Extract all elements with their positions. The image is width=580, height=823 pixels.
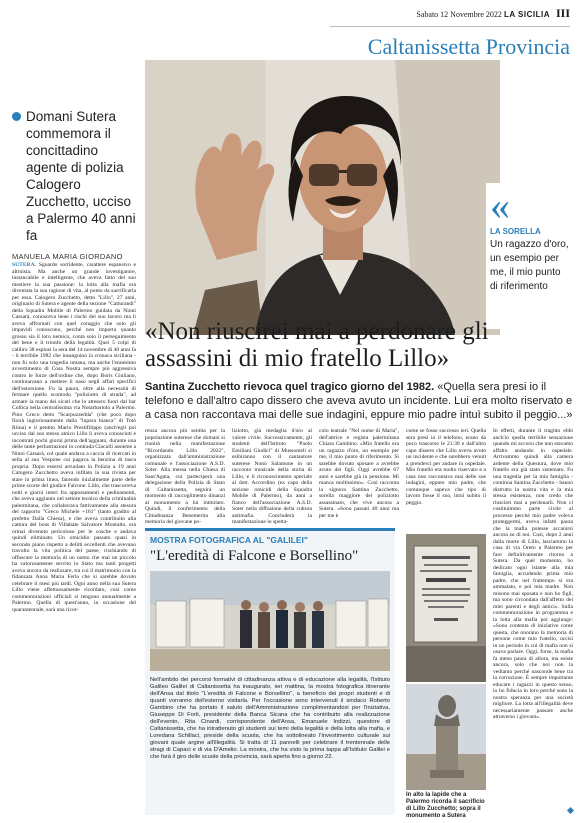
subheadline-text: «Quella sera presi io il telefono e dall'altro capo dissero che aveva avuto un incidente. Lui era molto riservato e a casa non raccontava mai delle sue indagini, eppure mio padre intuì subito il peggio...» [145, 381, 573, 421]
article-lead-text: Sguardo sorridente, carattere espansivo e altruista. Ma anche un grande investigatore, instancabile e intelligente, che aveva fatto del suo mestiere la sua passione: la lotta alla mafia era diventata la sua ragione di vita, al punto da sacrificarla per essa. Calogero Zucchetto, detto "Lillo", 27 anni, originario di Sutera e agente della sezione "Catturandi" della Squadra Mobile di Palermo guidata da Ninni Cassarà, conosceva bene i rischi del suo lavoro ma li aveva affrontati con quel coraggio che solo gli impavidi conoscono, perché non importa quanto grosso sia il loro nemico, conta solo il perseguimento del bene e il trionfo della legalità. Quei 5 colpi di calibro 38 esplosi la sera del 14 novembre di 40 anni fa - il terribile 1982 che insanguinò la cronaca siciliana - non fu solo una tragedia umana, ma anche l'ennesimo avvertimento di Cosa Nostra sempre più aggressiva contro le forze dell'ordine che, dopo Boris Giuliano, continuavano a mettere il naso negli affari specifici dell'estorsione. Fu la paura, oltre alla necessità di fermare quello scomodo "poliziotto di strada", ad armare la mano dei sicari che lo attesero fuori dal bar Collica nella centralissima via Notarbartolo a Palermo. Pino Greco detto "Scarpuzzedda" (che poco dopo finirà ingloriosamente dalla "lupara bianca" di Totò Riina) e il pentito Mario Prestifilippo (anch'egli poi ucciso dal suo stesso amico Lillo li aveva conosciuti e incontrati pochi giorni prima dell'agguato, durante una delle tante perlustrazioni in contrada Ciaculli assieme a Ninni Cassarà, col quale andava a caccia di ricercati in sella al suo Vespone cui pagava la benzina di tasca propria. Dopo essersi arruolato in Polizia a 19 anni Calogero Zucchetto aveva infilato la sua rivista per stare in prima linea, facendo inizialmente parte delle prime scorte del giudice Falcone. Lillo, che trascorreva notti e giorni interi fra appostamenti e pedinamenti, che aveva aggiunto nel settore tecnico della criminalità palermitana, che collaborava fattivamente alla stesura del rapporto "Greco Michele +161" (tanto gradito al prefetto Dalla Chiesa), e che aveva contribuito alla cattura del boss di Villabate Salvatore Montalto, era ormai divenuto pericoloso per le cosche e andava quindi eliminato. Un omicidio passato quasi in secondo piano rispetto a delitti eccellenti che avevano travolto la vita politica del paese, rischiando di offuscare la memoria di un uomo che mai un piccolo ha valorosamente servito lo Stato ma tanti progetti aveva ancora da realizzare, tra cui il matrimonio con la fidanzata Anna Maria Ferla che si sarebbe dovuto celebrare il mesi più tardi. Ogni anno nella sua Sutera Lillo viene affettuosamente ricordato, così come commemorazioni ufficiali si tengono annualmente a Palermo. Quella di quest'anno, in occasione del quarantennale, sarà una ricor- [12, 262, 136, 613]
bullet-icon [12, 112, 21, 121]
monument-illustration [406, 684, 486, 790]
subheadline-bold: Santina Zucchetto rievoca quel tragico giorno del 1982. [145, 381, 435, 393]
plaque-illustration [406, 534, 486, 682]
subheadline [145, 380, 575, 422]
section-title: Caltanissetta Provincia [367, 34, 570, 59]
exhibition-box [145, 528, 395, 815]
paper-name: LA SICILIA [503, 10, 550, 19]
portrait-illustration [145, 60, 500, 335]
memorial-plaque-photo [406, 534, 486, 682]
dateline: SUTERA. [12, 262, 37, 268]
pull-quote [486, 183, 574, 329]
exhibition-illustration [150, 571, 390, 671]
issue-date: Sabato 12 Novembre 2022 [416, 10, 502, 19]
exhibition-text: Nell'ambito dei percorsi formativi di cittadinanza attiva e di educazione alla legalità, l'Istituto Galileo Galilei di Caltanissetta ha inaugurato, ieri mattina, la mostra fotografica itinerante dell'Ansa dal titolo "L'eredità di Falcone e Borsellino", a beneficio dei propri studenti e di quanti vorranno dell'esterno visitarla. Per l'occasione sono intervenuti il sindaco Roberto Gambino che ha portato il saluto dell'Amministrazione complimentandosi per l'iniziativa, Giuseppe Di Forti, presidente della Banca Sicana che ha contribuito alla realizzazione dell'evento, Rita Cinardi, corrispondente dell'Ansa, Emanuele Indizzi, questore di Caltanissetta, che ha intrattenuto gli studenti sui temi della legalità e della lotta alla mafia, e Loredana Schillaci, preside della scuola, che ha sottolineato l'investimento culturale sui giovani quale argine all'illegalità. Si tratta di 11 pannelli per celebrare il trentennale delle stragi di Capaci e di via D'Amelio. La mostra, che ha visto la prima tappa all'Istituto Galilei e che farà il giro delle scuole della provincia, sarà aperta fino a giorno 22. [150, 677, 390, 760]
article-column-3: liziotto, già medaglia d'oro al valore civile. Successivamente, gli studenti dell'Istituto "Paolo Emiliani Giudici" di Mussomeli si esibiranno con il cantautore suterese Nonò Salamone in un racconto musicale della storia di Lillo, e il riconoscimento speciale al dott. Accordino (ex capo della sezione omicidi della Squadra Mobile di Palermo), da anni a fianco dell'associazione A.S.D. Soter nella diffusione della cultura antimafia. Concluderà la manifestazione lo spetta- [232, 428, 312, 525]
header-divider [330, 26, 570, 27]
article-column-4: colo teatrale "Nel nome di Maria", dell'attrice e regista palermitana Chiara Gambino. «Mio fratello era un ragazzo d'oro, un esempio per me, il mio punto di riferimento. Si sarebbe dovuto sposare a avrebbe avuto dei figli. Oggi avrebbe 67 anni e sarebbe già in pensione. Mi manca moltissimo». Così racconta la signora Santina Zucchetto, sorella maggiore del poliziotto assassinato, che vive ancora a Sutera. «Sono passati 40 anni ma per me è [319, 428, 399, 519]
exhibition-subtitle: "L'eredità di Falcone e Borsellino" [150, 548, 359, 564]
exhibition-photo [150, 571, 390, 671]
quote-mark-icon: « [490, 183, 510, 228]
intro-summary [12, 108, 137, 244]
article-column-1 [12, 262, 136, 815]
article-column-2: renza ancora più sentita per la popolazione suterese che domani si riunirà nella manifestazione "Ricordando Lillo 2022", organizzata dall'amministrazione comunale e l'associazione A.S.D. Soter. Alla messa nella Chiesa di Sant'Agata, cui parteciperà una delegazione della Polizia di Stato di Caltanissetta, seguirà un momento di raccoglimento dinanzi al monumento a lui intitolato. Quindi, il conferimento della Cittadinanza Benemerita alla memoria del giovane po- [145, 428, 225, 525]
intro-text: Domani Sutera commemora il concittadino agente di polizia Calogero Zucchetto, ucciso a Palermo 40 anni fa [26, 109, 136, 243]
pull-quote-title: LA SORELLA [490, 227, 541, 236]
monument-photo [406, 684, 486, 790]
exhibition-title: MOSTRA FOTOGRAFICA AL "GALILEI" [150, 535, 308, 545]
headline: «Non riuscirei mai a perdonare gli assassini di mio fratello Lillo» [145, 318, 489, 372]
photo-caption: In alto la lapide che a Palermo ricorda il sacrificio di Lillo Zucchetto; sopra il monumento a Sutera [406, 792, 485, 819]
portrait-photo [145, 60, 500, 335]
masthead-bar [416, 6, 570, 21]
pull-quote-text: Un ragazzo d'oro, un esempio per me, il mio punto di riferimento [490, 239, 569, 292]
article-column-5: come se fosse successo ieri. Quella sera presi io il telefono, erano da poco trascorse le 21:30 e dall'altro capo dissero che Lillo aveva avuto un incidente e che sarebbero venuti a prenderci per andare in ospedale. Mio fratello era molto riservato e a casa non raccontava mai delle sue indagini, eppure mio padre, che comunque sapeva che tipo di lavoro fosse il suo, intuì subito il peggio. [406, 428, 486, 506]
author-byline: MANUELA MARIA GIORDANO [12, 252, 123, 261]
box-accent-band [145, 528, 395, 531]
article-column-6: In effetti, durante il tragitto ebbi anch'io quella terribile sensazione quando mi accorsi che non stavamo affatto andando in ospedale. Arrivammo quindi alla camera ardente della Questura, dove mio fratello era già stato sistemato. Fu una tragedia per la mia famiglia - continua Santina Zucchetto - hanno distrutto la nostra vita e la mia stessa esistenza, non credo che riuscirei mai a perdonarli. Non ci costituimmo parte civile al processo perché mio padre voleva proteggermi, aveva infatti paura che la mafia potesse accanirsi ancora su di noi. Così, dopo 2 anni dalla morte di Lillo, lasciammo la casa di via Oreto a Palermo per fare definitivamente ritorno a Sutera. Da quel momento, ho dedicato ogni istante alla mia famiglia, accudendo prima mio padre, che nel frattempo si era ammalato, e poi mia madre. Non misono mai sposata e non ho figli, ma sono circondata dall'affetto dei miei parenti e degli amici». Sulla commemorazione in programma e la lotta alla mafia poi aggiunge: «Sono contenta di iniziative come questa, che onorano la memoria di persone come mio fratello, uccisi in un periodo in cui di mafia non si osava parlare. Oggi, forse, la mafia fa meno paura di allora, ma esiste ancora, solo che noi non la vediamo perché nasconde bene tra la corruzione. È sempre importante educare i ragazzi in questo senso, io ho fiducia in loro perché sono la nostra speranza per una società migliore. La lotta all'illegalità deve necessariamente passare anche attraverso i giovani». [493, 428, 573, 720]
page-number: III [555, 6, 570, 20]
